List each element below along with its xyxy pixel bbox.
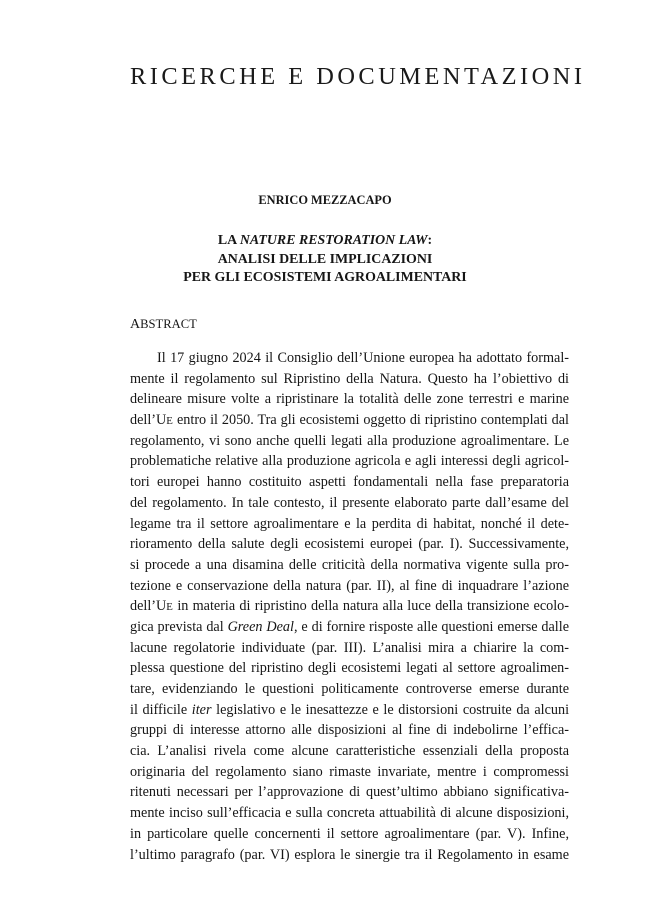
abstract-text: gica prevista dal <box>130 618 228 635</box>
abstract-line <box>130 617 569 638</box>
abstract-line <box>130 369 569 390</box>
abstract-line <box>130 720 569 741</box>
article-title-line-1 <box>0 232 650 251</box>
abstract-line <box>130 410 569 431</box>
abstract-text: legame tra il settore agroalimentare e la perdita di habitat, nonché il dete- <box>130 515 569 532</box>
abstract-text: E <box>166 415 174 428</box>
article-title-suffix: : <box>427 233 433 248</box>
abstract-text: tori europei hanno costituito aspetti fondamentali nella fase preparatoria <box>130 474 569 491</box>
abstract-text: originaria del regolamento siano rimaste invariate, mentre i compromessi <box>130 763 569 780</box>
abstract-text: mente il regolamento sul Ripristino della Natura. Questo ha l’obiettivo di <box>130 370 569 387</box>
abstract-text: tare, evidenziando le questioni politicamente controverse emerse durante <box>130 681 569 697</box>
abstract-line <box>130 741 569 762</box>
abstract-line <box>130 493 569 514</box>
abstract-line <box>130 576 569 597</box>
abstract-text: rioramento della salute degli ecosistemi europei (par. I). Successivamente, <box>130 536 569 553</box>
abstract-line <box>130 555 569 576</box>
abstract-text: tezione e conservazione della natura (par. II), al fine di inquadrare l’azione <box>130 577 569 594</box>
abstract-line <box>130 782 569 803</box>
abstract-line <box>130 534 569 555</box>
abstract-line <box>130 658 569 679</box>
abstract-text: entro il 2050. Tra gli ecosistemi oggetto di ripristino contemplati dal <box>173 412 569 429</box>
abstract-italic-text: iter <box>191 701 212 718</box>
abstract-text: mente inciso sull’efficacia e sulla concreta attuabilità di alcune disposizioni, <box>130 805 569 822</box>
abstract-text: si procede a una disamina delle criticità della normativa vigente sulla pro- <box>130 556 569 573</box>
abstract-line <box>130 596 569 617</box>
section-title: RICERCHE E DOCUMENTAZIONI <box>130 63 586 90</box>
abstract-line <box>130 451 569 472</box>
abstract-text: in particolare quelle concernenti il settore agroalimentare (par. V). Infine, <box>130 825 569 842</box>
article-title-line-3: PER GLI ECOSISTEMI AGROALIMENTARI <box>183 270 467 285</box>
abstract-italic-text: Green Deal <box>227 618 294 635</box>
abstract-body <box>130 348 569 865</box>
abstract-line <box>130 638 569 659</box>
abstract-text: plessa questione del ripristino degli ecosistemi legati al settore agroalimen- <box>130 660 569 677</box>
abstract-line <box>130 762 569 783</box>
abstract-text: del regolamento. In tale contesto, il presente elaborato parte dall’esame del <box>130 494 569 511</box>
abstract-heading-rest: BSTRACT <box>140 317 197 331</box>
abstract-text: l’ultimo paragrafo (par. VI) esplora le sinergie tra il Regolamento in esame <box>130 846 569 863</box>
article-title <box>0 232 650 288</box>
abstract-text: lacune regolatorie individuate (par. III). L’analisi mira a chiarire la com- <box>130 639 569 656</box>
abstract-line <box>130 514 569 535</box>
abstract-text: E <box>166 601 174 614</box>
abstract-line <box>130 431 569 452</box>
abstract-text: dell’U <box>130 412 167 429</box>
abstract-text: ritenuti necessari per l’approvazione di quest’ultimo abbiano significativa- <box>130 784 569 801</box>
abstract-text: problematiche relative alla produzione agricola e agli interessi degli agricol- <box>130 453 569 470</box>
abstract-line <box>130 845 569 866</box>
article-title-italic: NATURE RESTORATION LAW <box>239 233 428 248</box>
abstract-text: in materia di ripristino della natura alla luce della transizione ecolo- <box>173 598 569 615</box>
abstract-line <box>130 803 569 824</box>
abstract-line <box>130 679 569 700</box>
abstract-text: Il 17 giugno 2024 il Consiglio dell’Unione europea ha adottato formal- <box>157 350 569 366</box>
abstract-text: cia. L’analisi rivela come alcune caratteristiche essenziali della proposta <box>130 743 569 760</box>
abstract-line <box>130 824 569 845</box>
abstract-text: regolamento, vi sono anche quelli legati alla produzione agroalimentare. Le <box>130 432 569 449</box>
abstract-line <box>130 700 569 721</box>
abstract-line <box>130 389 569 410</box>
abstract-text: , e di fornire risposte alle questioni emerse dalle <box>293 618 569 635</box>
abstract-text: gruppi di interesse attorno alle disposizioni al fine di indebolirne l’effica- <box>130 722 569 739</box>
abstract-text: legislativo e le inesattezze e le distorsioni costruite da alcuni <box>211 701 570 718</box>
abstract-line <box>130 472 569 493</box>
author-name: ENRICO MEZZACAPO <box>258 193 392 207</box>
article-title-line-2: ANALISI DELLE IMPLICAZIONI <box>217 251 433 267</box>
abstract-line <box>130 348 569 369</box>
abstract-heading <box>130 316 197 333</box>
abstract-text: delineare misure volte a ripristinare la totalità delle zone terrestri e marine <box>130 391 569 408</box>
abstract-text: il difficile <box>130 701 192 718</box>
abstract-text: dell’U <box>130 598 167 615</box>
article-title-prefix: LA <box>217 233 240 248</box>
abstract-heading-initial: A <box>130 317 141 332</box>
